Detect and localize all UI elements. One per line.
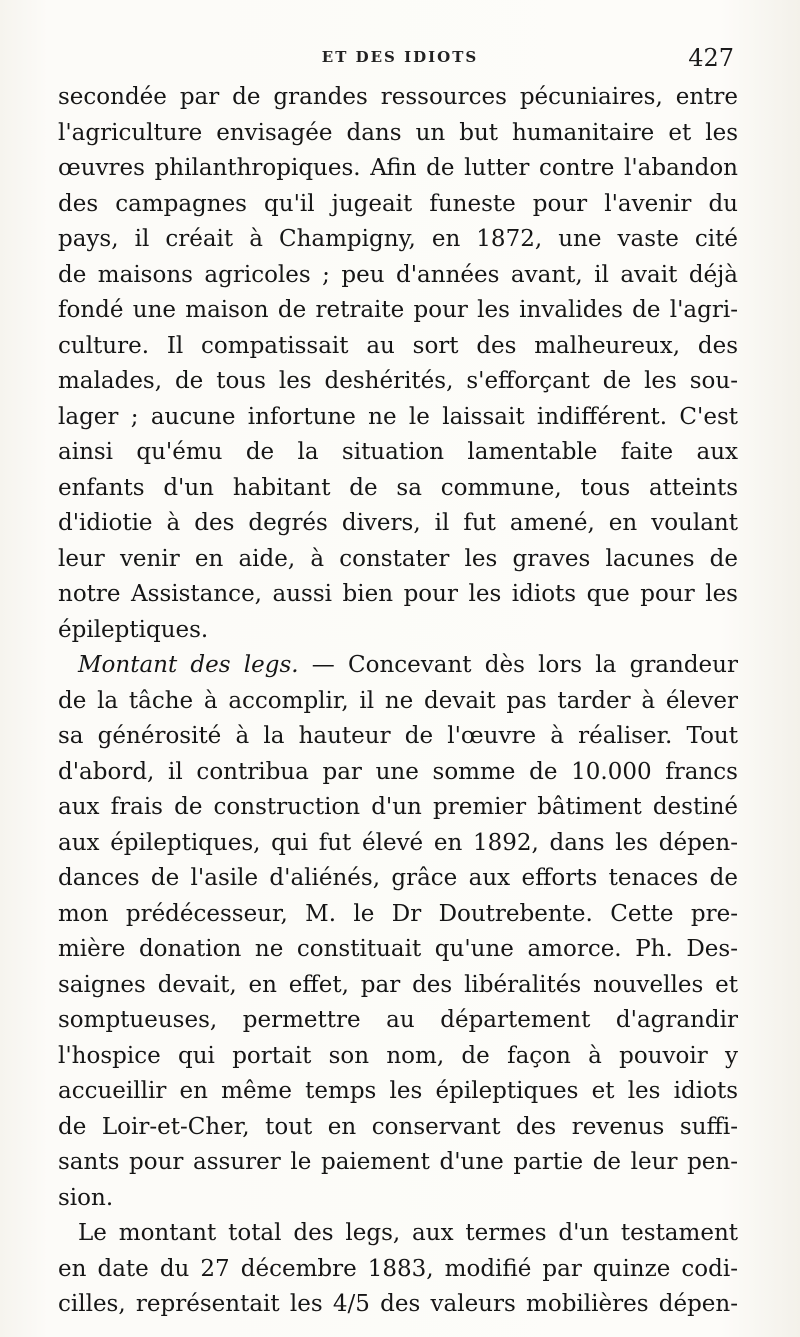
text-line: mière donation ne constituait qu'une amorce. Ph. Des- <box>58 936 738 962</box>
text-line <box>58 648 738 684</box>
paragraph-2 <box>58 648 738 1216</box>
text-line: lager ; aucune infortune ne le laissait indifférent. C'est <box>58 403 738 430</box>
text-line: saignes devait, en effet, par des libéralités nouvelles et <box>58 971 738 998</box>
text-line: des campagnes qu'il jugeait funeste pour l'avenir du <box>58 190 738 217</box>
page-number: 427 <box>688 44 734 72</box>
text-line: sants pour assurer le paiement d'une partie de leur pen- <box>58 1149 738 1175</box>
text-line: enfants d'un habitant de sa commune, tous atteints <box>58 474 738 501</box>
text-line: l'hospice qui portait son nom, de façon à pouvoir y <box>58 1042 738 1069</box>
running-title: ET DES IDIOTS <box>321 48 479 66</box>
text-line: cilles, représentait les 4/5 des valeurs mobilières dépen- <box>58 1291 738 1317</box>
text-line: aux frais de construction d'un premier bâtiment destiné <box>58 794 738 820</box>
text-line: de Loir-et-Cher, tout en conservant des revenus suffi- <box>58 1113 738 1140</box>
text-line: culture. Il compatissait au sort des malheureux, des <box>58 332 738 359</box>
text-line: accueillir en même temps les épileptiques et les idiots <box>58 1078 738 1104</box>
text-line: en date du 27 décembre 1883, modifié par quinze codi- <box>58 1255 738 1282</box>
text-line: de maisons agricoles ; peu d'années avant, il avait déjà <box>58 261 738 288</box>
text-line: mon prédécesseur, M. le Dr Doutrebente. Cette pre- <box>58 900 738 927</box>
text-line: Le montant total des legs, aux termes d'un testament <box>78 1220 738 1246</box>
text-line: dances de l'asile d'aliénés, grâce aux efforts tenaces de <box>58 865 738 891</box>
text-line: de la tâche à accomplir, il ne devait pas tarder à élever <box>58 687 738 714</box>
text-line: secondée par de grandes ressources pécuniaires, entre <box>58 84 738 110</box>
body-text <box>58 80 738 1323</box>
running-head <box>0 44 800 74</box>
text-line: d'abord, il contribua par une somme de 10.000 francs <box>58 758 738 785</box>
text-line: fondé une maison de retraite pour les invalides de l'agri- <box>58 297 738 323</box>
paragraph-1 <box>58 80 738 648</box>
text-line: épileptiques. <box>58 616 209 643</box>
text-line: ainsi qu'ému de la situation lamentable faite aux <box>58 439 738 465</box>
text-line: œuvres philanthropiques. Afin de lutter contre l'abandon <box>58 155 738 181</box>
text-line: d'idiotie à des degrés divers, il fut amené, en voulant <box>58 510 738 536</box>
text-line: sa générosité à la hauteur de l'œuvre à réaliser. Tout <box>58 723 738 749</box>
text-line: sion. <box>58 1184 114 1211</box>
text-line: l'agriculture envisagée dans un but humanitaire et les <box>58 119 738 146</box>
text-line: malades, de tous les deshérités, s'efforçant de les sou- <box>58 368 738 394</box>
section-lead: Montant des legs. <box>78 652 299 678</box>
text-line: leur venir en aide, à constater les graves lacunes de <box>58 545 738 572</box>
paragraph-3 <box>58 1216 738 1323</box>
section-lead-rest: — Concevant dès lors la grandeur <box>298 652 738 678</box>
text-line: somptueuses, permettre au département d'agrandir <box>58 1007 738 1033</box>
text-line: aux épileptiques, qui fut élevé en 1892, dans les dépen- <box>58 829 738 856</box>
text-line: pays, il créait à Champigny, en 1872, une vaste cité <box>58 226 738 252</box>
text-line: notre Assistance, aussi bien pour les idiots que pour les <box>58 581 738 607</box>
